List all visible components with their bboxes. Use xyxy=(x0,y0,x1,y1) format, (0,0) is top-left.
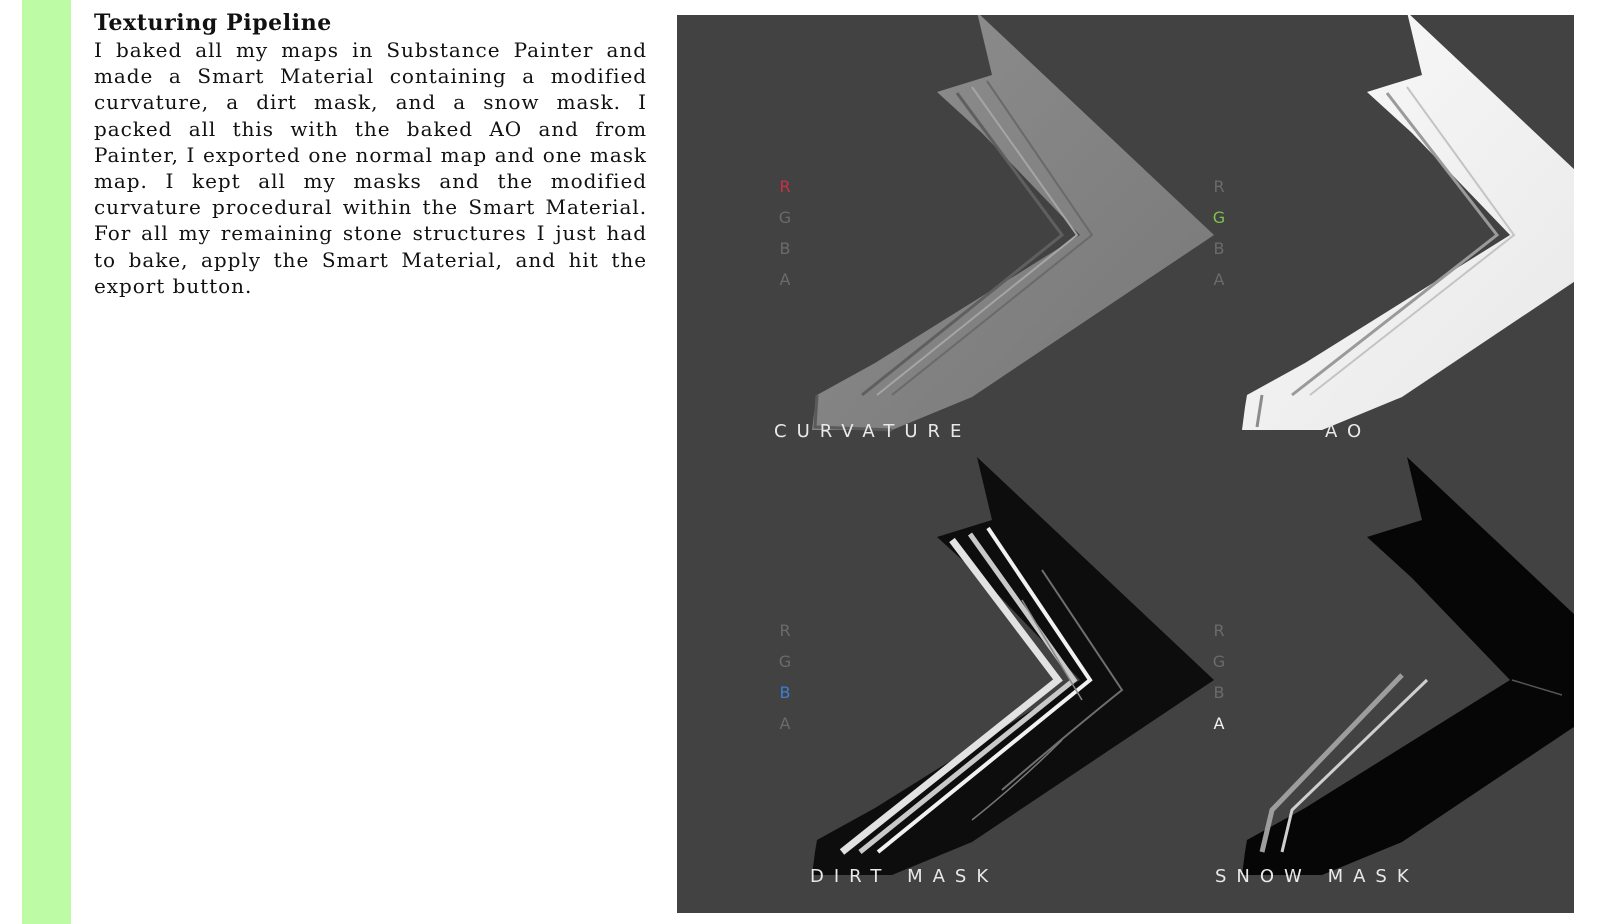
snow-mask-preview xyxy=(1242,457,1574,875)
channel-r: R xyxy=(779,177,791,196)
channel-r: R xyxy=(1213,177,1225,196)
channel-g: G xyxy=(1212,208,1226,227)
snow-mask-channel-list xyxy=(1207,615,1231,739)
ao-label: AO xyxy=(1325,421,1372,442)
texture-maps-illustration xyxy=(677,15,1574,913)
article xyxy=(94,10,647,299)
snow-mask-label: SNOW MASK xyxy=(1215,866,1419,887)
channel-b: B xyxy=(779,683,791,702)
article-body: I baked all my maps in Substance Painter and made a Smart Material containing a modified curvature, a dirt mask, and a snow mask. I packed all this with the baked AO and from Painter, I exported one normal map and one mask map. I kept all my masks and the modified curvature procedural within the Smart Material. For all my remaining stone structures I just had to bake, apply the Smart Material, and hit the export button. xyxy=(94,38,647,298)
channel-a: A xyxy=(779,714,791,733)
channel-b: B xyxy=(1213,683,1225,702)
channel-b: B xyxy=(779,239,791,258)
dirt-mask-label: DIRT MASK xyxy=(810,866,999,887)
curvature-label: CURVATURE xyxy=(774,421,972,442)
ao-channel-list xyxy=(1207,171,1231,295)
channel-r: R xyxy=(779,621,791,640)
channel-g: G xyxy=(1212,652,1226,671)
article-title: Texturing Pipeline xyxy=(94,10,332,36)
curvature-map-preview xyxy=(812,15,1214,430)
channel-a: A xyxy=(779,270,791,289)
channel-g: G xyxy=(778,208,792,227)
channel-g: G xyxy=(778,652,792,671)
channel-r: R xyxy=(1213,621,1225,640)
curvature-channel-list xyxy=(773,171,797,295)
dirt-mask-channel-list xyxy=(773,615,797,739)
texture-maps-figure xyxy=(677,15,1574,913)
channel-a: A xyxy=(1213,270,1225,289)
ao-map-preview xyxy=(1242,15,1574,430)
accent-bar xyxy=(22,0,71,924)
dirt-mask-preview xyxy=(812,457,1214,875)
channel-a: A xyxy=(1213,714,1225,733)
channel-b: B xyxy=(1213,239,1225,258)
